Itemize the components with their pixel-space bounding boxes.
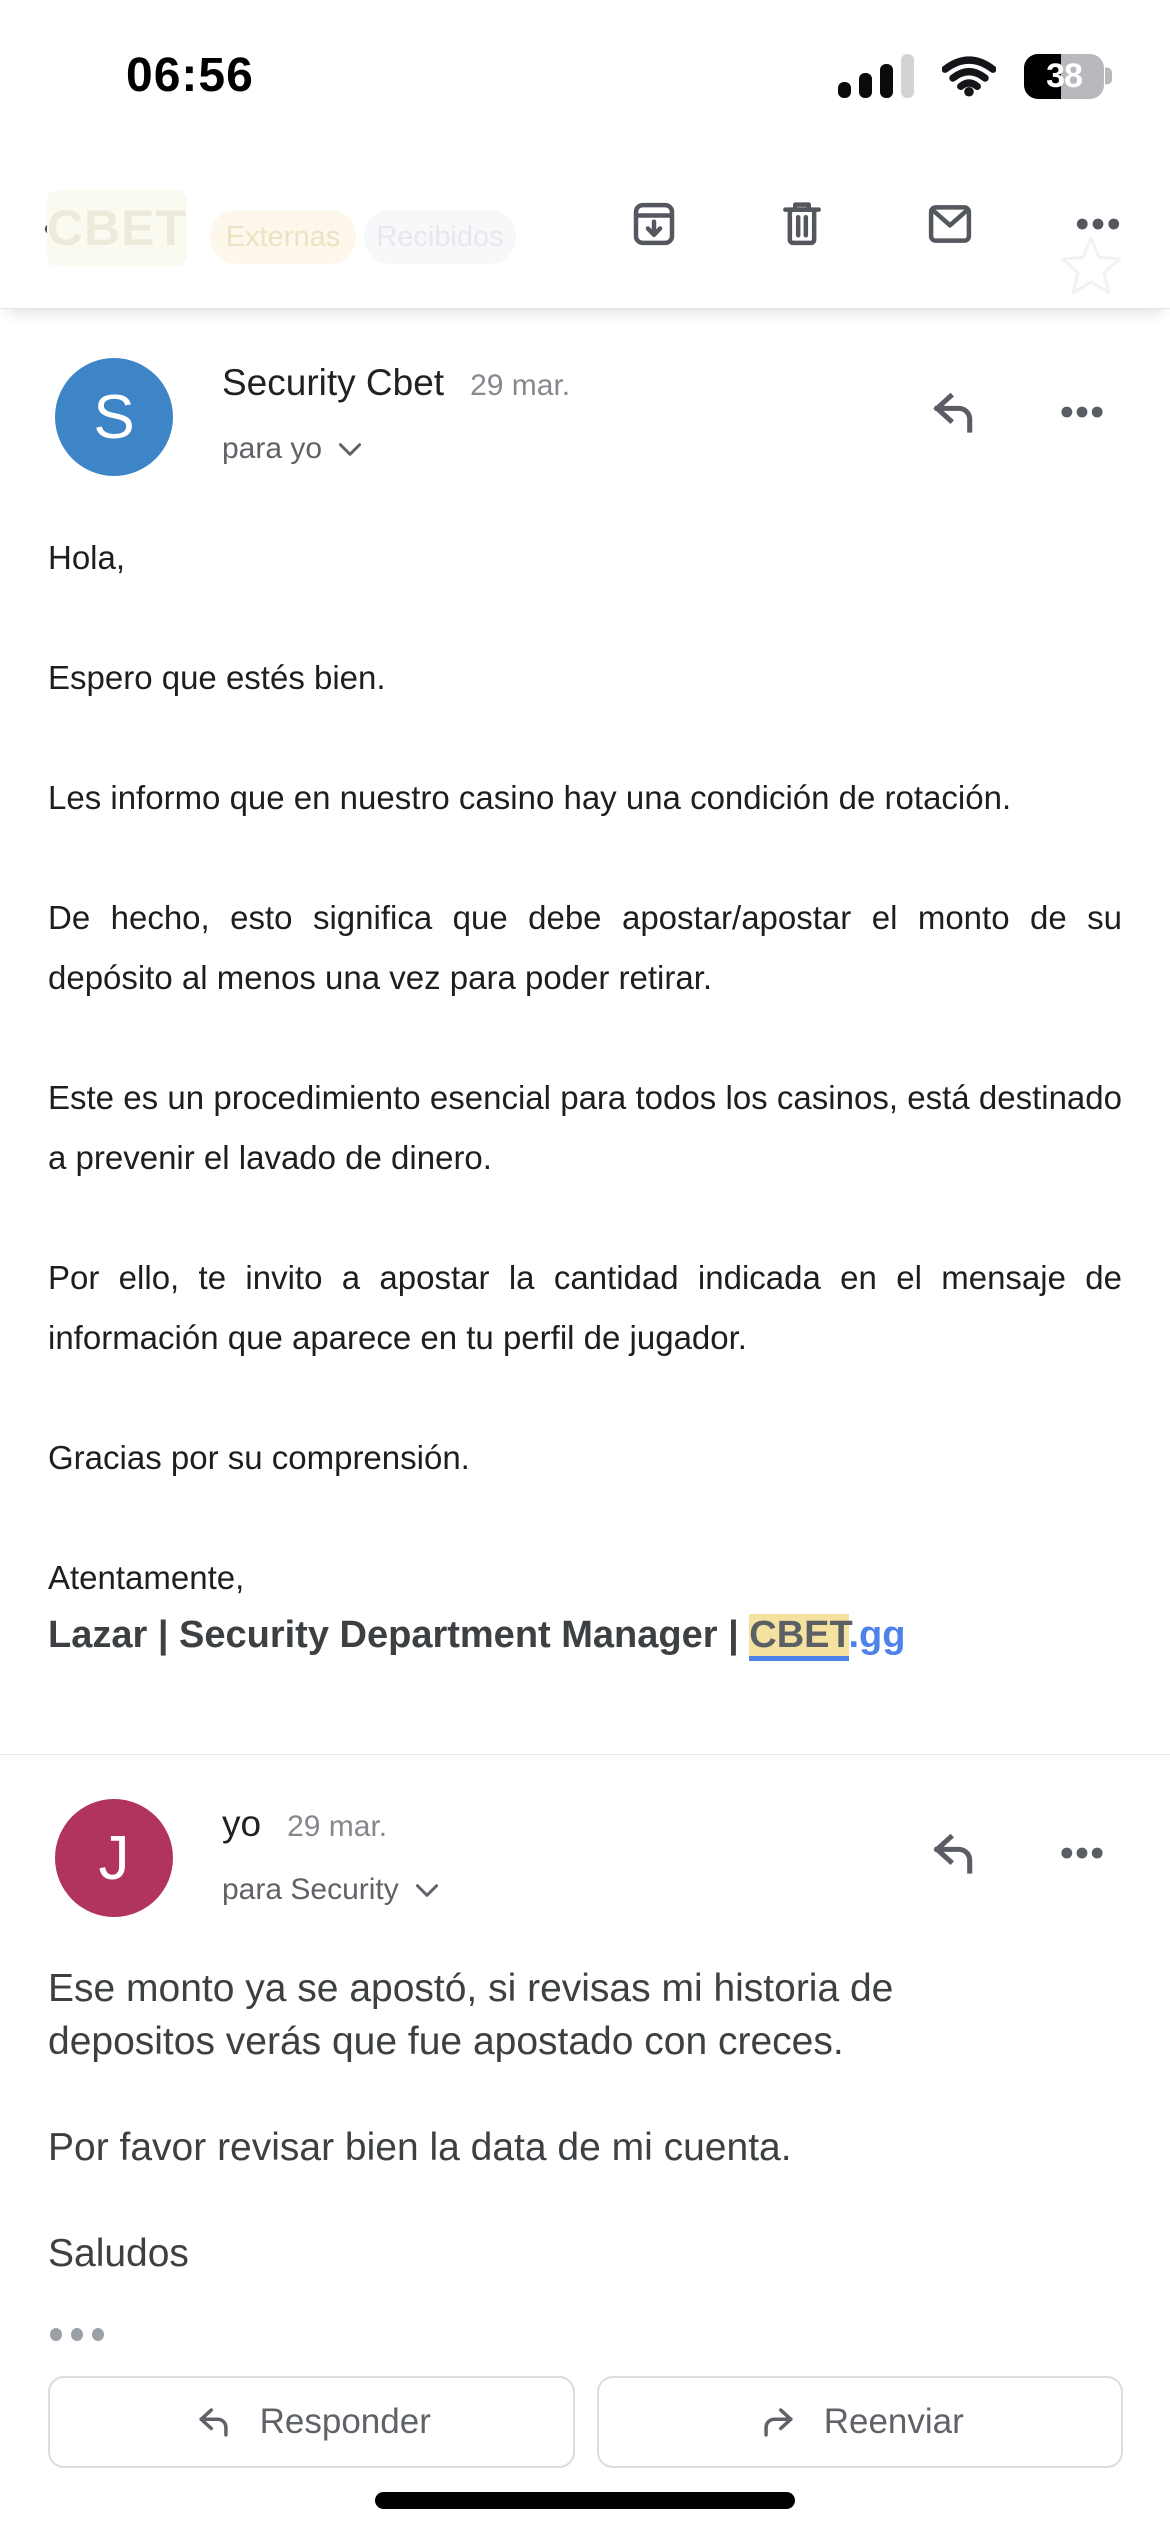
- recipient-label: para yo: [222, 432, 323, 465]
- message-actions: [926, 384, 1110, 440]
- cbet-link[interactable]: CBET.gg: [749, 1614, 905, 1661]
- highlighted-text: CBET: [749, 1614, 848, 1661]
- message-body: [48, 1962, 1008, 2280]
- battery-icon: [1024, 54, 1104, 99]
- avatar[interactable]: [55, 1799, 173, 1917]
- paragraph: Les informo que en nuestro casino hay una condición de rotación.: [48, 779, 1012, 816]
- reply-action-button[interactable]: [48, 2376, 575, 2468]
- bottom-actions: [48, 2376, 1123, 2468]
- clock: 06:56: [126, 49, 254, 102]
- avatar[interactable]: [55, 358, 173, 476]
- avatar-letter: S: [93, 382, 135, 452]
- ghost-subject-title: CBET: [46, 200, 188, 256]
- ghost-star-icon: [1058, 232, 1124, 298]
- chevron-down-icon: [338, 442, 362, 457]
- message-header: [48, 1799, 1122, 1919]
- paragraph: Espero que estés bien.: [48, 659, 386, 696]
- message-date: 29 mar.: [287, 1810, 388, 1843]
- message-more-button[interactable]: [1054, 1825, 1110, 1881]
- message-security-cbet: [0, 358, 1170, 1755]
- sender-name: Security Cbet: [222, 362, 445, 403]
- home-indicator[interactable]: [375, 2492, 795, 2509]
- paragraph: De hecho, esto significa que debe apostar/apostar el monto de su depósito al menos una vez para poder retirar.: [48, 899, 1122, 996]
- forward-action-button[interactable]: [597, 2376, 1124, 2468]
- message-me: [0, 1799, 1170, 2347]
- sender-name: yo: [222, 1803, 262, 1844]
- ghost-subject-chip: [47, 190, 187, 266]
- sender-info: [222, 362, 570, 466]
- reply-icon: [192, 2400, 236, 2444]
- reply-icon: [925, 1824, 983, 1882]
- paragraph: Por ello, te invito a apostar la cantidad indicada en el mensaje de información que aparece en tu perfil de jugador.: [48, 1259, 1122, 1356]
- signature-line: Lazar | Security Department Manager | CBET.gg: [48, 1608, 1122, 1662]
- paragraph: Saludos: [48, 2232, 189, 2275]
- envelope-icon: [923, 197, 977, 251]
- message-actions: [926, 1825, 1110, 1881]
- status-bar: [0, 0, 1170, 140]
- recipient-expander[interactable]: [222, 432, 362, 466]
- recipient-label: para Security: [222, 1873, 399, 1906]
- trimmed-content-button[interactable]: [48, 2322, 106, 2347]
- paragraph: Por favor revisar bien la data de mi cuenta.: [48, 2126, 792, 2169]
- message-more-button[interactable]: [1054, 384, 1110, 440]
- more-icon: [1056, 386, 1108, 438]
- message-date: 29 mar.: [470, 369, 571, 402]
- chevron-down-icon: [415, 1883, 439, 1898]
- sender-info: [222, 1803, 439, 1907]
- archive-icon: [627, 197, 681, 251]
- label-chip-recibidos[interactable]: Recibidos: [364, 210, 516, 264]
- toolbar: [0, 140, 1170, 309]
- trash-icon: [775, 197, 829, 251]
- signal-icon: [838, 54, 914, 98]
- reply-button[interactable]: [926, 384, 982, 440]
- reply-button[interactable]: [926, 1825, 982, 1881]
- recipient-expander[interactable]: [222, 1873, 439, 1907]
- paragraph: Ese monto ya se apostó, si revisas mi historia de depositos verás que fue apostado con creces.: [48, 1967, 894, 2063]
- ellipsis-icon: [50, 2328, 104, 2341]
- status-icons: [838, 52, 1104, 100]
- message-body: [48, 528, 1122, 1662]
- avatar-letter: J: [98, 1823, 130, 1893]
- signature-closing: Atentamente,: [48, 1559, 245, 1596]
- toolbar-actions: [626, 140, 1126, 308]
- message-header: [48, 358, 1122, 478]
- forward-icon: [756, 2400, 800, 2444]
- forward-action-label: Reenviar: [823, 2402, 964, 2441]
- archive-button[interactable]: [626, 196, 682, 252]
- reply-action-label: Responder: [259, 2402, 431, 2441]
- paragraph: Gracias por su comprensión.: [48, 1439, 470, 1476]
- reply-icon: [925, 383, 983, 441]
- wifi-icon: [942, 55, 996, 97]
- more-icon: [1056, 1827, 1108, 1879]
- paragraph: Este es un procedimiento esencial para todos los casinos, está destinado a prevenir el lavado de dinero.: [48, 1079, 1122, 1176]
- paragraph: Hola,: [48, 539, 126, 576]
- thread: [0, 308, 1170, 2347]
- delete-button[interactable]: [774, 196, 830, 252]
- mark-unread-button[interactable]: [922, 196, 978, 252]
- battery-percent: 38: [1046, 56, 1082, 95]
- label-chip-externas[interactable]: Externas: [210, 210, 356, 264]
